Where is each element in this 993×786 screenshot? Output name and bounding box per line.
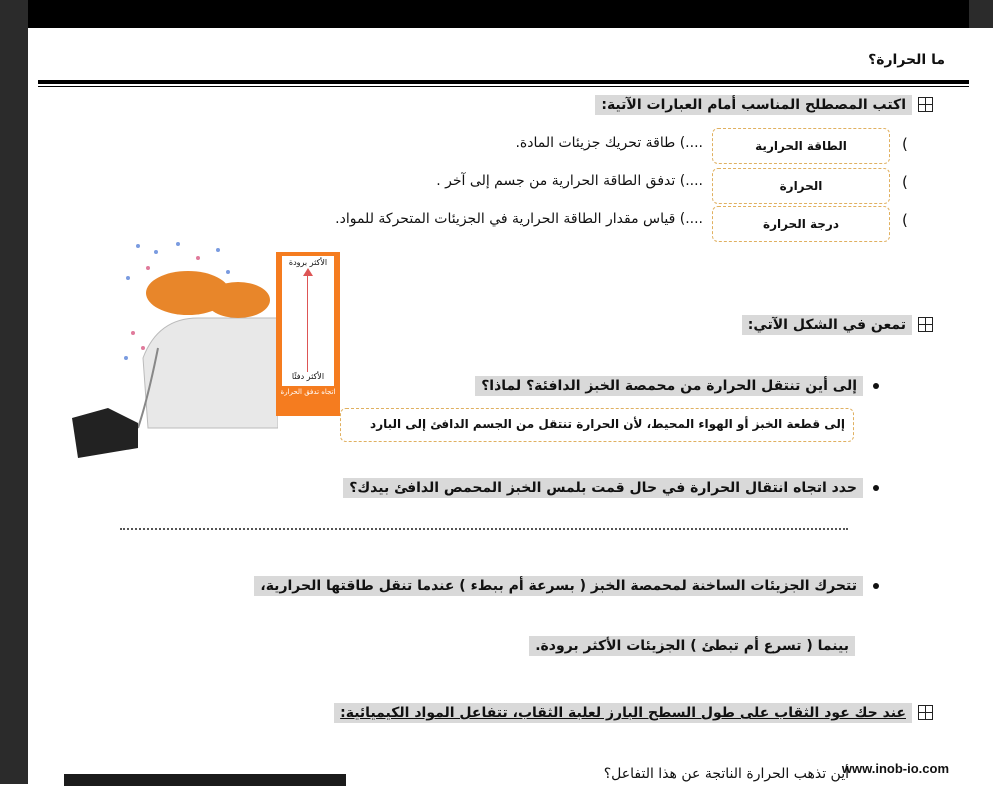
question-3-line2: بينما ( تسرع أم تبطئ ) الجزيئات الأكثر برودة. [529, 636, 855, 656]
left-margin [0, 28, 28, 784]
top-label: الأكثر برودة [288, 258, 328, 267]
bottom-label: الأكثر دفئًا [291, 372, 325, 381]
question-3-row [254, 578, 879, 594]
table-icon [918, 317, 933, 332]
paren-open-1: ( [902, 135, 908, 153]
answer-1: الطاقة الحرارية [755, 139, 847, 153]
question-1: إلى أين تنتقل الحرارة من محمصة الخبز الدافئة؟ لماذا؟ [475, 376, 863, 396]
section3-question-1: أين تذهب الحرارة الناتجة عن هذا التفاعل؟ [603, 766, 849, 782]
answer-box-q1 [340, 408, 854, 442]
top-bar-inner [28, 0, 969, 28]
answer-q1: إلى قطعة الخبز أو الهواء المحيط، لأن الحرارة تنتقل من الجسم الدافئ إلى البارد [370, 417, 845, 431]
answer-box-2 [712, 168, 890, 204]
bullet-icon [873, 485, 879, 491]
bread-slice-right [206, 282, 270, 318]
toaster-figure [68, 238, 278, 458]
arrow-up-icon [303, 268, 313, 276]
question-1-row [475, 378, 879, 394]
paren-open-3: ( [902, 211, 908, 229]
answer-box-1 [712, 128, 890, 164]
title-rule-thin [38, 86, 969, 87]
paren-open-2: ( [902, 173, 908, 191]
top-bar [0, 0, 993, 28]
answer-dotted-line [120, 528, 848, 530]
heat-flow-inner [282, 256, 334, 386]
title-rule [38, 80, 969, 84]
question-2-row [343, 480, 879, 496]
table-icon [918, 705, 933, 720]
document-page [28, 28, 969, 784]
heat-flow-panel [276, 252, 340, 416]
heat-arrow-line [307, 272, 308, 372]
answer-box-3 [712, 206, 890, 242]
bullet-icon [873, 383, 879, 389]
item-2-text: ....) تدفق الطاقة الحرارية من جسم إلى آخر . [436, 173, 703, 189]
toaster-body [143, 318, 278, 428]
question-3-line1: تتحرك الجزيئات الساخنة لمحمصة الخبز ( بسرعة أم ببطء ) عندما تنقل طاقتها الحرارية، [254, 576, 863, 596]
watermark: www.inob-io.com [841, 761, 949, 776]
answer-3: درجة الحرارة [762, 217, 839, 231]
heat-flow-caption: اتجاه تدفق الحرارة [280, 388, 336, 396]
question-3-line2-row [529, 638, 855, 654]
section1-heading: اكتب المصطلح المناسب أمام العبارات الآتية: [595, 95, 912, 115]
section3-heading-row [334, 702, 933, 721]
match-photo [64, 774, 346, 786]
item-3-text: ....) قياس مقدار الطاقة الحرارية في الجزيئات المتحركة للمواد. [335, 211, 703, 227]
item-1-text: ....) طاقة تحريك جزيئات المادة. [515, 135, 703, 151]
toaster-plug [72, 408, 138, 458]
table-icon [918, 97, 933, 112]
section2-heading-row [742, 314, 933, 333]
page-title: ما الحرارة؟ [868, 52, 945, 68]
bullet-icon [873, 583, 879, 589]
question-2: حدد اتجاه انتقال الحرارة في حال قمت بلمس الخبز المحمص الدافئ بيدك؟ [343, 478, 863, 498]
section2-heading: تمعن في الشكل الآتي: [742, 315, 912, 335]
answer-2: الحرارة [779, 179, 823, 193]
section3-heading: عند حك عود الثقاب على طول السطح البارز لعلبة الثقاب، تتفاعل المواد الكيميائية: [334, 703, 912, 723]
section1-heading-row [595, 94, 933, 113]
